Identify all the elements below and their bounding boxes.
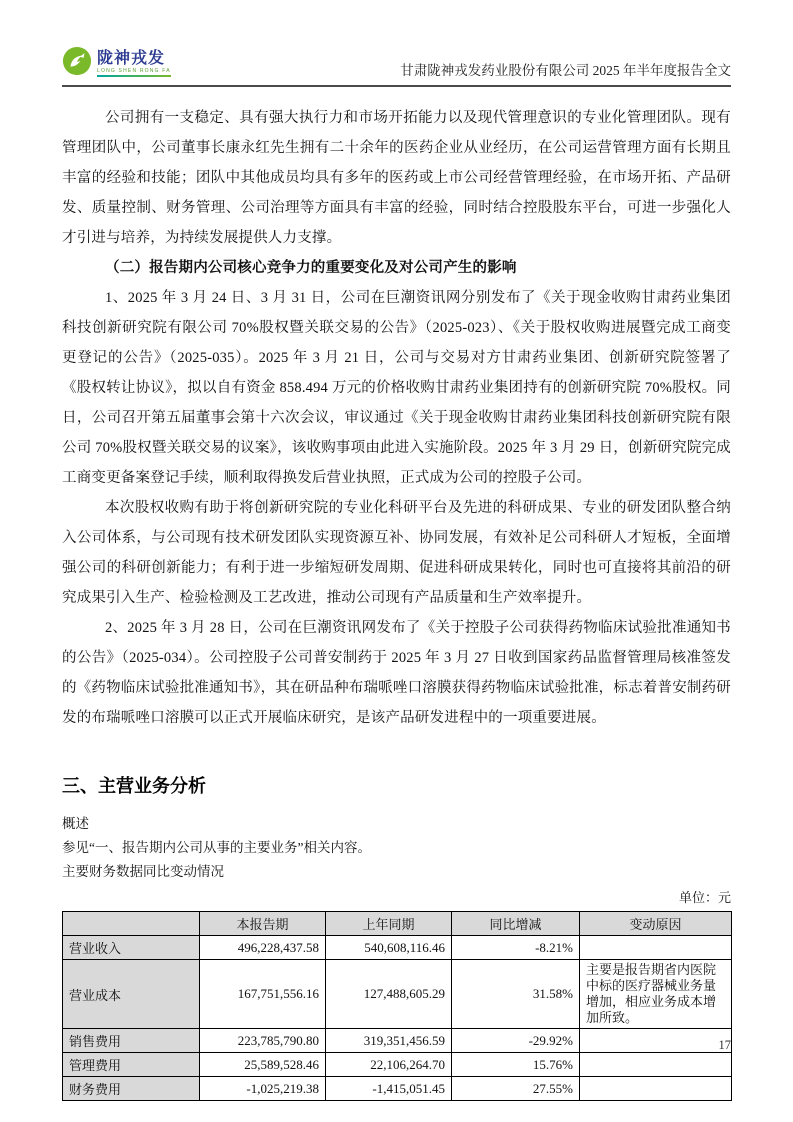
financial-comparison-table bbox=[62, 911, 732, 1101]
table-unit-label: 单位：元 bbox=[678, 890, 731, 905]
row-label: 财务费用 bbox=[63, 1077, 200, 1101]
current-period-value: 496,228,437.58 bbox=[200, 936, 326, 960]
section-title-main-business-analysis: 三、主营业务分析 bbox=[62, 776, 206, 796]
logo-text-block bbox=[97, 51, 171, 77]
page-header bbox=[62, 46, 731, 87]
paragraph-clinical-trial-approval: 2、2025 年 3 月 28 日，公司在巨潮资讯网发布了《关于控股子公司获得药物临床试验批准通知书的公告》（2025-034）。公司控股子公司普安制药于 2025 年 3 月 27 日收到国家药品监督管理局核准签发的《药物临床试验批准通知书》，其在研品种布瑞哌唑口溶膜获得药物临床试验批准，标志着普安制药研发的布瑞哌唑口溶膜可以正式开展临床研究，是该产品研发进程中的一项重要进展。 bbox=[62, 620, 731, 726]
overview-reference: 参见“一、报告期内公司从事的主要业务”相关内容。 bbox=[62, 840, 371, 855]
prior-period-value: 127,488,605.29 bbox=[326, 960, 452, 1029]
logo-bird-icon bbox=[62, 46, 92, 81]
change-reason bbox=[580, 1053, 732, 1077]
header-cell-prior-period: 上年同期 bbox=[326, 912, 452, 936]
table-row-operating-revenue bbox=[63, 936, 732, 960]
paragraph-acquisition-benefits: 本次股权收购有助于将创新研究院的专业化科研平台及先进的科研成果、专业的研发团队整合纳入公司体系，与公司现有技术研发团队实现资源互补、协同发展，有效补足公司科研人才短板，全面增强公司的科研创新能力；有利于进一步缩短研发周期、促进科研成果转化，同时也可直接将其前沿的研究成果引入生产、检验检测及工艺改进，推动公司现有产品质量和生产效率提升。 bbox=[62, 500, 731, 606]
yoy-change-value: 15.76% bbox=[452, 1053, 580, 1077]
current-period-value: 223,785,790.80 bbox=[200, 1029, 326, 1053]
change-reason: 主要是报告期省内医院中标的医疗器械业务量增加，相应业务成本增加所致。 bbox=[580, 960, 732, 1029]
header-cell-yoy-change: 同比增减 bbox=[452, 912, 580, 936]
row-label: 营业收入 bbox=[63, 936, 200, 960]
header-cell-change-reason: 变动原因 bbox=[580, 912, 732, 936]
row-label: 管理费用 bbox=[63, 1053, 200, 1077]
header-cell-blank bbox=[63, 912, 200, 936]
company-logo bbox=[62, 46, 171, 81]
logo-underline bbox=[97, 75, 171, 77]
report-header-title: 甘肃陇神戎发药业股份有限公司 2025 年半年度报告全文 bbox=[400, 63, 731, 78]
table-header-row bbox=[63, 912, 732, 936]
logo-company-name: 陇神戎发 bbox=[97, 49, 166, 67]
change-reason bbox=[580, 1077, 732, 1101]
financial-data-caption: 主要财务数据同比变动情况 bbox=[62, 864, 224, 879]
row-label: 营业成本 bbox=[63, 960, 200, 1029]
heading-core-competitiveness-change: （二）报告期内公司核心竞争力的重要变化及对公司产生的影响 bbox=[105, 260, 517, 276]
logo-company-name-en: LONG SHEN RONG FA bbox=[97, 67, 171, 74]
yoy-change-value: 31.58% bbox=[452, 960, 580, 1029]
table-row-operating-cost bbox=[63, 960, 732, 1029]
current-period-value: 167,751,556.16 bbox=[200, 960, 326, 1029]
page-number: 17 bbox=[718, 1038, 731, 1052]
table-row-finance-expenses bbox=[63, 1077, 732, 1101]
yoy-change-value: -8.21% bbox=[452, 936, 580, 960]
overview-label: 概述 bbox=[62, 816, 89, 831]
table-row-admin-expenses bbox=[63, 1053, 732, 1077]
row-label: 销售费用 bbox=[63, 1029, 200, 1053]
paragraph-management-team: 公司拥有一支稳定、具有强大执行力和市场开拓能力以及现代管理意识的专业化管理团队。现有管理团队中，公司董事长康永红先生拥有二十余年的医药企业从业经历，在公司运营管理方面有长期且丰富的经验和技能；团队中其他成员均具有多年的医药或上市公司经营管理经验，在市场开拓、产品研发、质量控制、财务管理、公司治理等方面具有丰富的经验，同时结合控股股东平台，可进一步强化人才引进与培养，为持续发展提供人力支撑。 bbox=[62, 110, 731, 246]
header-cell-current-period: 本报告期 bbox=[200, 912, 326, 936]
overview-block bbox=[62, 812, 731, 884]
report-body bbox=[62, 103, 731, 733]
prior-period-value: 22,106,264.70 bbox=[326, 1053, 452, 1077]
current-period-value: 25,589,528.46 bbox=[200, 1053, 326, 1077]
current-period-value: -1,025,219.38 bbox=[200, 1077, 326, 1101]
yoy-change-value: 27.55% bbox=[452, 1077, 580, 1101]
paragraph-equity-acquisition: 1、2025 年 3 月 24 日、3 月 31 日，公司在巨潮资讯网分别发布了《关于现金收购甘肃药业集团科技创新研究院有限公司 70%股权暨关联交易的公告》（2025-023）、《关于股权收购进展暨完成工商变更登记的公告》（2025-035）。2025 年 3 月 21 日，公司与交易对方甘肃药业集团、创新研究院签署了《股权转让协议》，拟以自有资金 858.494 万元的价格收购甘肃药业集团持有的创新研究院 70%股权。同日，公司召开第五届董事会第十六次会议，审议通过《关于现金收购甘肃药业集团科技创新研究院有限公司 70%股权暨关联交易的议案》，该收购事项由此进入实施阶段。2025 年 3 月 29 日，创新研究院完成工商变更备案登记手续，顺利取得换发后营业执照，正式成为公司的控股子公司。 bbox=[62, 290, 731, 486]
change-reason bbox=[580, 936, 732, 960]
prior-period-value: 319,351,456.59 bbox=[326, 1029, 452, 1053]
prior-period-value: 540,608,116.46 bbox=[326, 936, 452, 960]
prior-period-value: -1,415,051.45 bbox=[326, 1077, 452, 1101]
yoy-change-value: -29.92% bbox=[452, 1029, 580, 1053]
